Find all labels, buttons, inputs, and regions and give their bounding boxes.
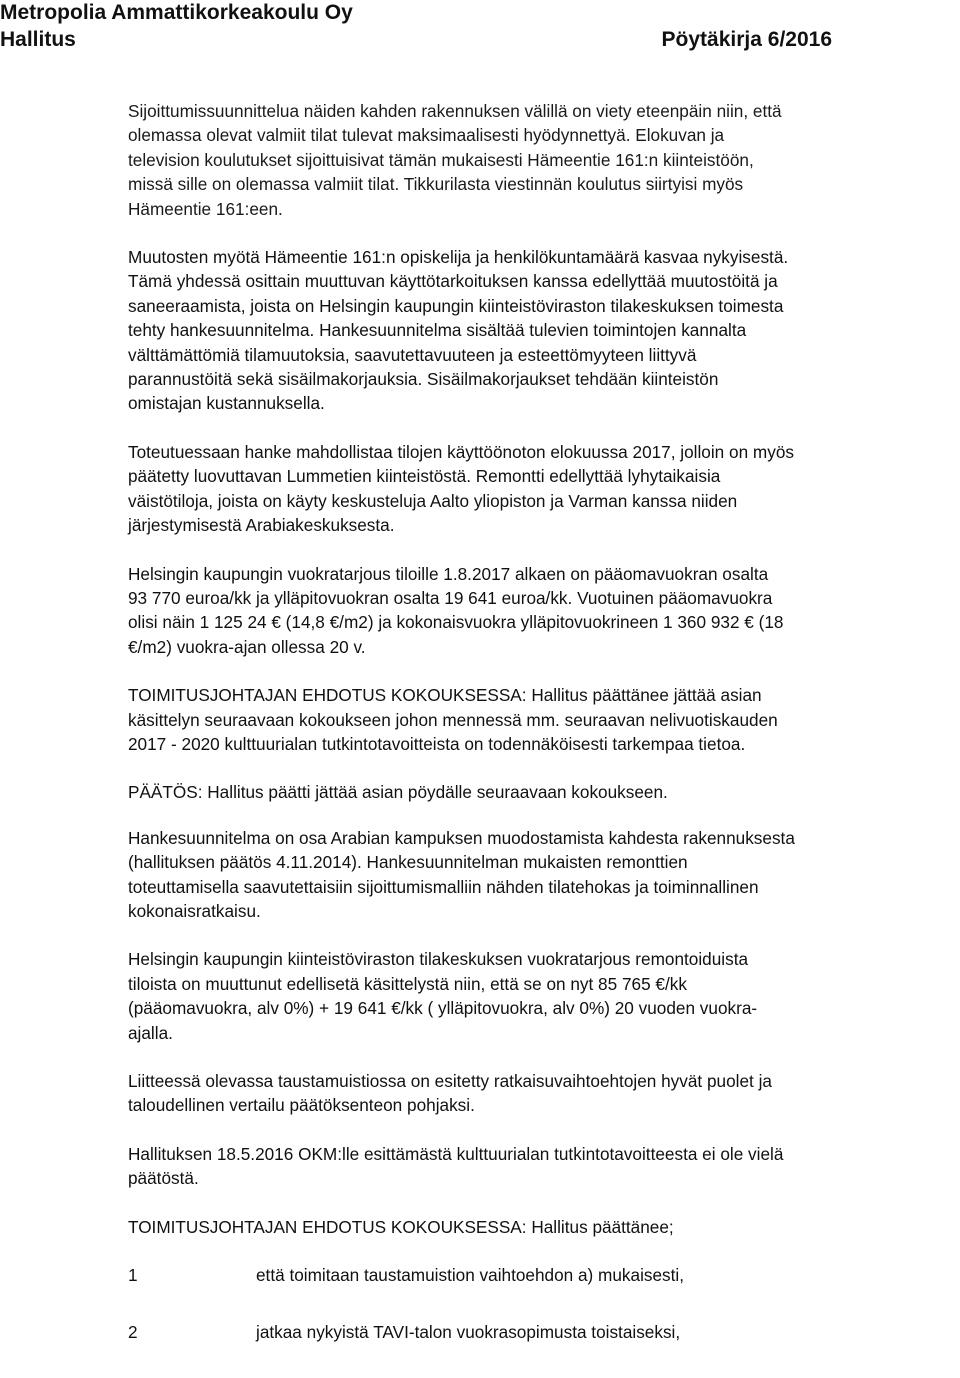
paragraph-decision: PÄÄTÖS: Hallitus päätti jättää asian pöydälle seuraavaan kokoukseen. (128, 782, 668, 803)
paragraph-project-plan: Hankesuunnitelma on osa Arabian kampuksen muodostamista kahdesta rakennuksesta (hallituksen päätös 4.11.2014). Hankesuunnitelman mukaisten remonttien toteuttamisella saavutettaisiin sijoittumismalliin nähden tilatehokas ja toiminnallinen kokonaisratkaisu. (128, 827, 795, 921)
list-item (128, 1263, 958, 1287)
list-item-text: jatkaa nykyistä TAVI-talon vuokrasopimusta toistaiseksi, (256, 1322, 681, 1343)
paragraph-implementation: Toteutuessaan hanke mahdollistaa tilojen käyttöönoton elokuussa 2017, jolloin on myös päätetty luovuttavan Lummetien kiinteistöstä. Remontti edellyttää lyhytaikaisia väistötiloja, joista on käyty keskusteluja Aalto yliopiston ja Varman kanssa niiden järjestymisestä Arabiakeskuksesta. (128, 441, 794, 536)
list-item (128, 1320, 958, 1344)
paragraph-placement-planning: Sijoittumissuunnittelua näiden kahden rakennuksen välillä on viety eteenpäin niin, että olemassa olevat valmiit tilat tulevat maksimaalisesti hyödynnettyä. Elokuvan ja television koulutukset sijoittuisivat tämän mukaisesti Hämeentie 161:n kiinteistöön, missä sille on olemassa valmiit tilat. Tikkurilasta viestinnän koulutus siirtyisi myös Hämeentie 161:een. (128, 101, 782, 219)
minutes-number: Pöytäkirja 6/2016 (661, 28, 832, 51)
paragraph-changes: Muutosten myötä Hämeentie 161:n opiskelija ja henkilökuntamäärä kasvaa nykyisestä. Tämä yhdessä osittain muuttuvan käyttötarkoituksen kanssa edellyttää muutostöitä ja saneeraamista, joista on Helsingin kaupungin kiinteistöviraston tilakeskuksen toimesta tehty hankesuunnitelma. Hankesuunnitelma sisältää tulevien toimintojen kannalta välttämättömiä tilamuutoksia, saavutettavuuteen ja esteettömyyteen liittyvä parannustöitä sekä sisäilmakorjauksia. Sisäilmakorjaukset tehdään kiinteistön omistajan kustannuksella. (128, 247, 789, 414)
paragraph-updated-rent-offer: Helsingin kaupungin kiinteistöviraston tilakeskuksen vuokratarjous remontoiduista tiloista on muuttunut edellisetä käsittelystä niin, että se on nyt 85 765 €/kk (pääomavuokra, alv 0%) + 19 641 €/kk ( ylläpitovuokra, alv 0%) 20 vuoden vuokra- ajalla. (128, 949, 758, 1043)
paragraph-ceo-proposal-1: TOIMITUSJOHTAJAN EHDOTUS KOKOUKSESSA: Hallitus päättänee jättää asian käsittelyn seuraavaan kokoukseen johon mennessä mm. seuraavan nelivuotiskauden 2017 - 2020 kulttuurialan tutkintotavoitteista on todennäköisesti tarkempaa tietoa. (128, 685, 778, 754)
governing-body: Hallitus (0, 28, 76, 51)
paragraph-attachment: Liitteessä olevassa taustamuistiossa on esitetty ratkaisuvaihtoehtojen hyvät puolet ja taloudellinen vertailu päätöksenteon pohjaksi. (128, 1071, 772, 1116)
paragraph-rent-offer: Helsingin kaupungin vuokratarjous tiloille 1.8.2017 alkaen on pääomavuokran osalta 93 770 euroa/kk ja ylläpitovuokran osalta 19 641 euroa/kk. Vuotuinen pääomavuokra olisi näin 1 125 24 € (14,8 €/m2) ja kokonaisvuokra ylläpitovuokrineen 1 360 932 € (18 €/m2) vuokra-ajan ollessa 20 v. (128, 563, 784, 657)
paragraph-ceo-proposal-2: TOIMITUSJOHTAJAN EHDOTUS KOKOUKSESSA: Hallitus päättänee; (128, 1216, 674, 1237)
paragraph-okm-target: Hallituksen 18.5.2016 OKM:lle esittämästä kulttuurialan tutkintotavoitteesta ei ole vielä päätöstä. (128, 1143, 784, 1189)
list-item-number: 1 (128, 1265, 138, 1286)
list-item-number: 2 (128, 1322, 138, 1343)
document-body (128, 99, 958, 1378)
list-item-text: että toimitaan taustamuistion vaihtoehdon a) mukaisesti, (256, 1265, 685, 1286)
organization-name: Metropolia Ammattikorkeakoulu Oy (0, 1, 353, 24)
